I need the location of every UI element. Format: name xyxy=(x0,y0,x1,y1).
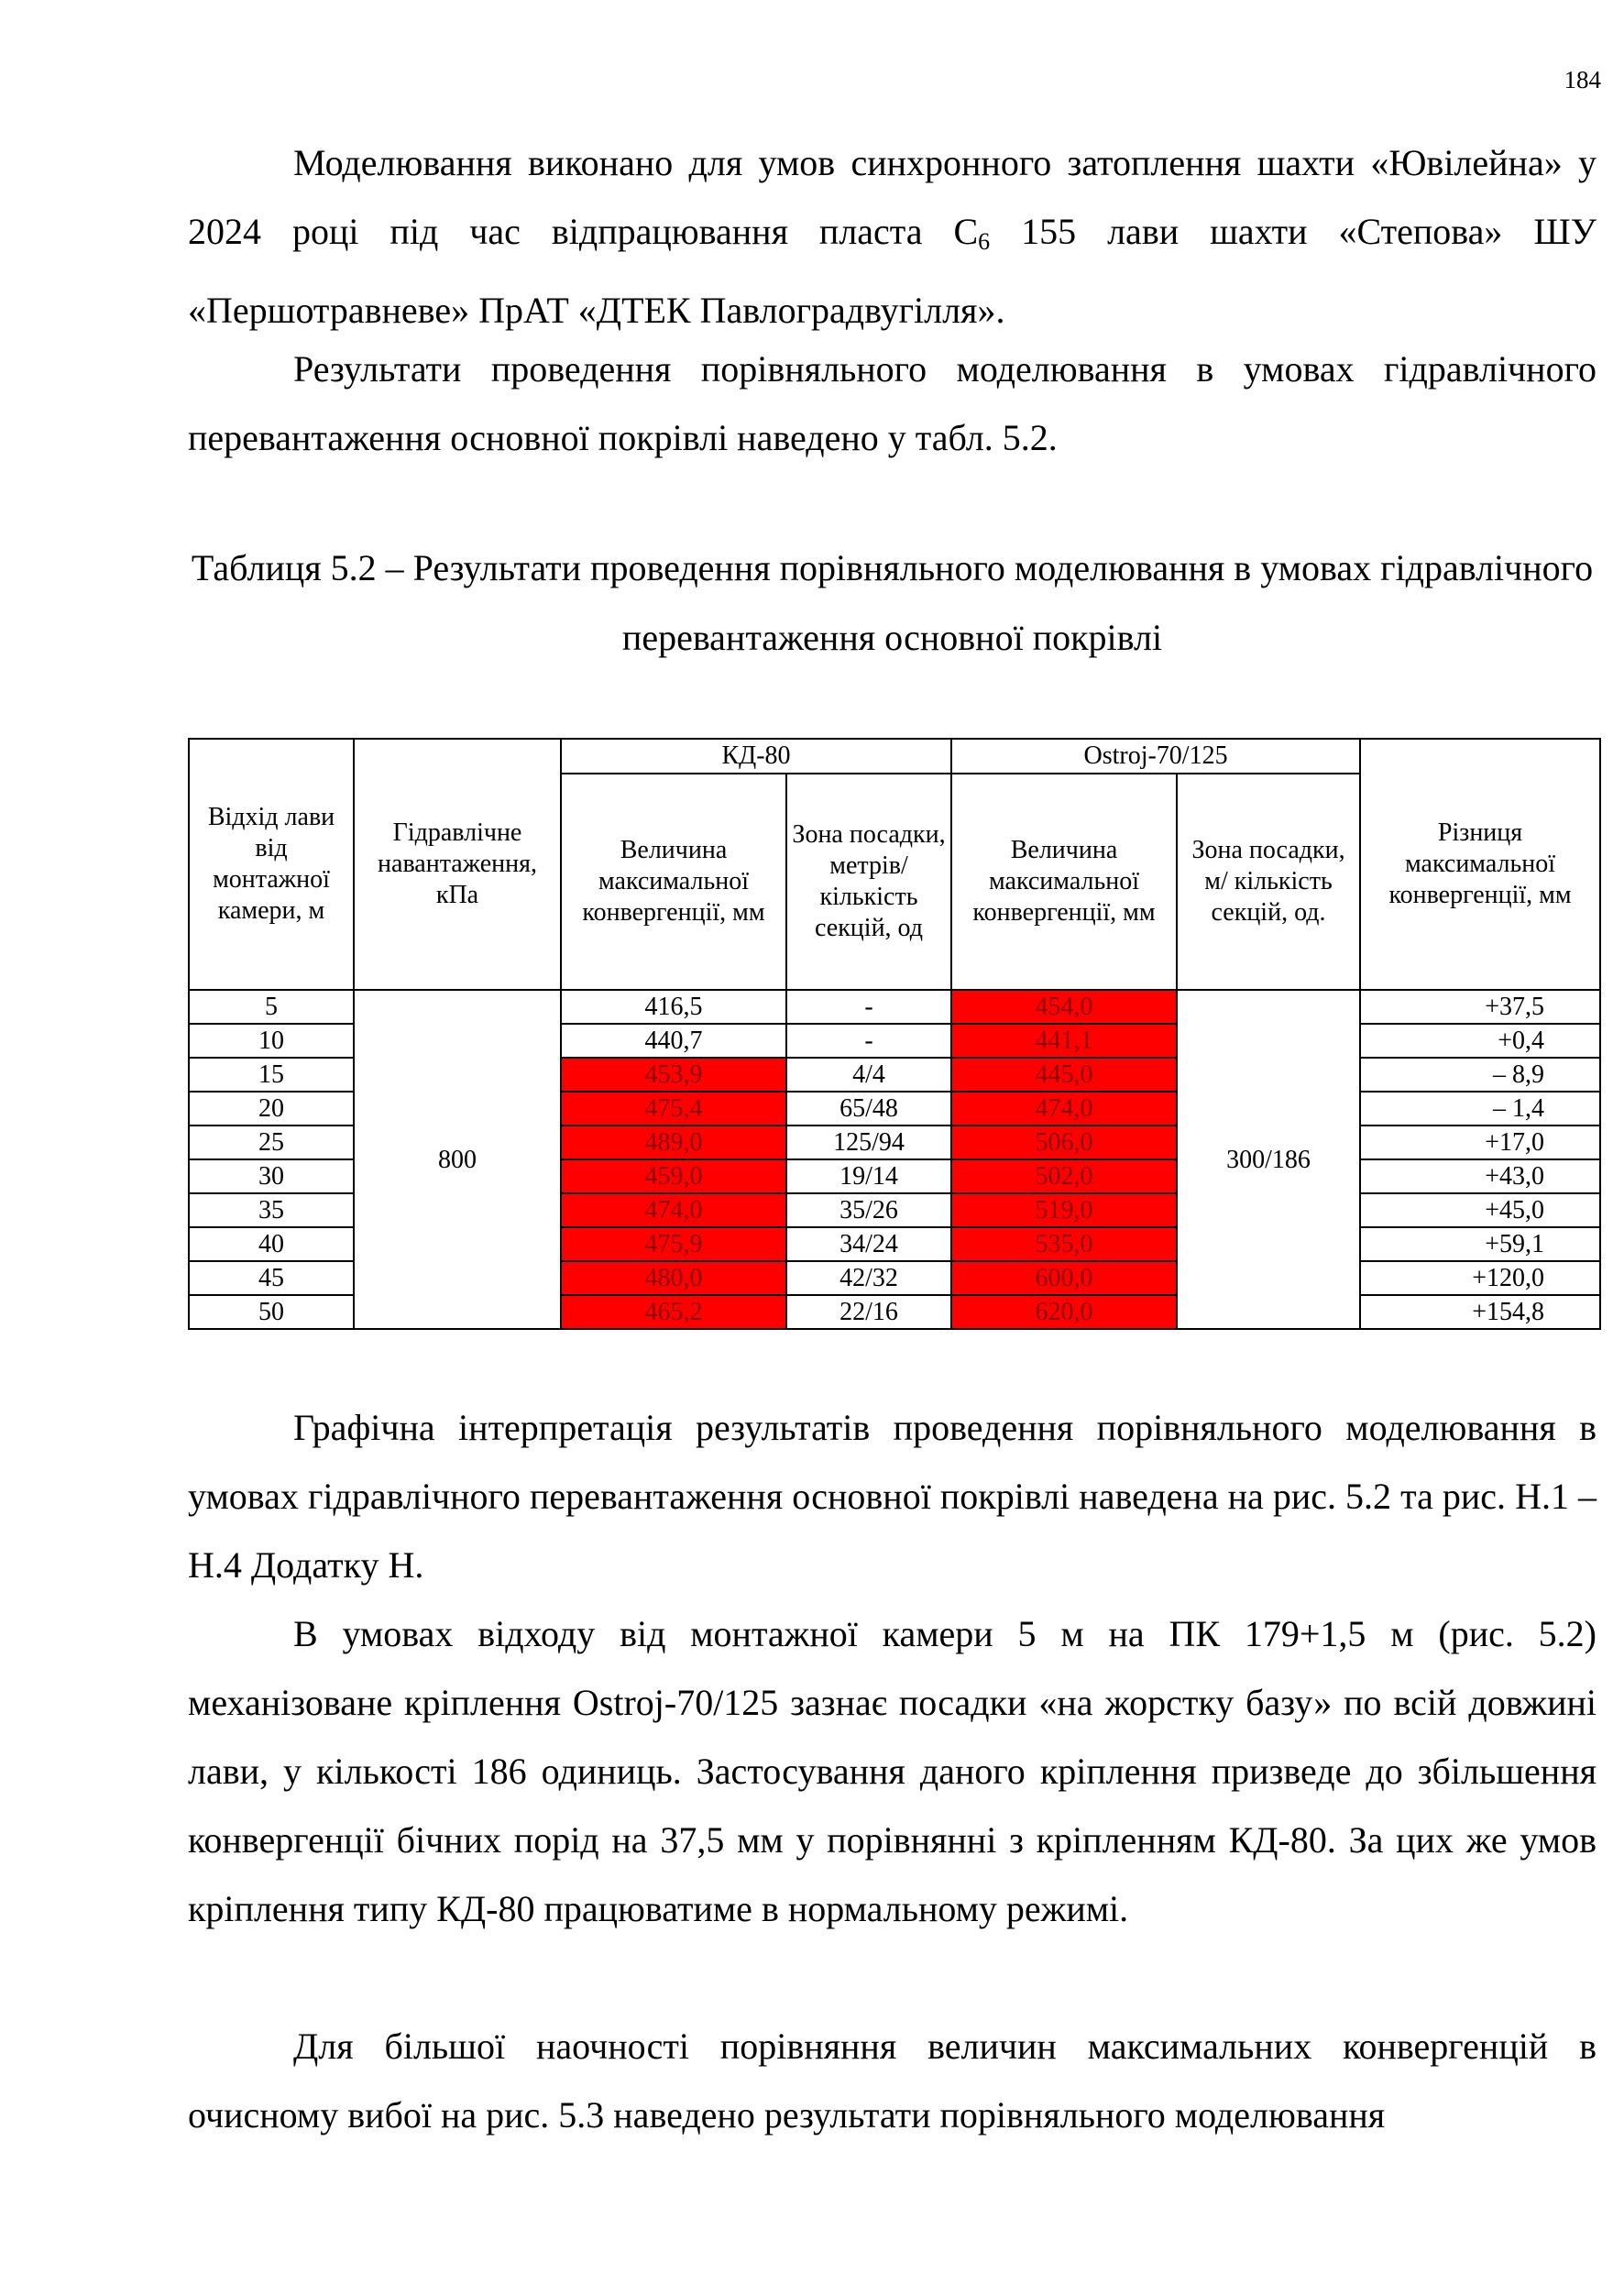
cell-distance: 10 xyxy=(189,1024,354,1058)
header-difference: Різниця максимальної конвергенції, мм xyxy=(1360,739,1600,990)
header-load: Гідравлічне навантаження, кПа xyxy=(354,739,561,990)
paragraph-3: Графічна інтерпретація результатів проведення порівняльного моделювання в умовах гідравлічного перевантаження основної покрівлі наведена на рис. 5.2 та рис. Н.1 – Н.4 Додатку Н. xyxy=(188,1407,1597,1586)
header-ostroj-zone: Зона посадки, м/ кількість секцій, од. xyxy=(1177,774,1360,990)
cell-ostroj-convergence: 454,0 xyxy=(951,990,1177,1024)
header-ostroj-convergence: Величина максимальної конвергенції, мм xyxy=(951,774,1177,990)
cell-kd-zone: 22/16 xyxy=(786,1295,951,1329)
cell-distance: 40 xyxy=(189,1227,354,1261)
cell-ostroj-convergence: 535,0 xyxy=(951,1227,1177,1261)
cell-kd-convergence: 475,4 xyxy=(561,1092,786,1126)
results-table xyxy=(188,738,1601,1330)
cell-difference: +0,4 xyxy=(1360,1024,1600,1058)
cell-distance: 30 xyxy=(189,1159,354,1193)
cell-ostroj-convergence: 620,0 xyxy=(951,1295,1177,1329)
header-group-ostroj: Ostroj-70/125 xyxy=(951,739,1360,774)
seam-subscript: 6 xyxy=(978,228,991,255)
table-row xyxy=(189,990,1600,1024)
cell-kd-zone: - xyxy=(786,990,951,1024)
cell-distance: 25 xyxy=(189,1126,354,1159)
cell-kd-zone: 42/32 xyxy=(786,1261,951,1295)
cell-distance: 35 xyxy=(189,1193,354,1227)
header-kd-convergence: Величина максимальної конвергенції, мм xyxy=(561,774,786,990)
paragraph-1 xyxy=(188,128,1597,345)
cell-difference: +37,5 xyxy=(1360,990,1600,1024)
cell-difference: – 1,4 xyxy=(1360,1092,1600,1126)
cell-difference: +154,8 xyxy=(1360,1295,1600,1329)
page-number: 184 xyxy=(1564,66,1601,93)
cell-kd-zone: 35/26 xyxy=(786,1193,951,1227)
cell-ostroj-convergence: 445,0 xyxy=(951,1058,1177,1092)
paragraph-1-text: Моделювання виконано для умов синхронного затоплення шахти «Ювілейна» у 2024 році під час відпрацювання пласта С xyxy=(188,142,1597,252)
cell-ostroj-convergence: 502,0 xyxy=(951,1159,1177,1193)
cell-difference: +59,1 xyxy=(1360,1227,1600,1261)
cell-kd-convergence: 459,0 xyxy=(561,1159,786,1193)
cell-difference: +43,0 xyxy=(1360,1159,1600,1193)
cell-load: 800 xyxy=(354,990,561,1329)
cell-ostroj-convergence: 519,0 xyxy=(951,1193,1177,1227)
cell-kd-convergence: 453,9 xyxy=(561,1058,786,1092)
cell-difference: +17,0 xyxy=(1360,1126,1600,1159)
cell-kd-convergence: 489,0 xyxy=(561,1126,786,1159)
cell-difference: – 8,9 xyxy=(1360,1058,1600,1092)
header-group-kd: КД-80 xyxy=(561,739,951,774)
paragraph-2: Результати проведення порівняльного моделювання в умовах гідравлічного перевантаження основної покрівлі наведено у табл. 5.2. xyxy=(188,348,1597,458)
cell-difference: +45,0 xyxy=(1360,1193,1600,1227)
cell-kd-convergence: 465,2 xyxy=(561,1295,786,1329)
cell-kd-zone: - xyxy=(786,1024,951,1058)
cell-kd-zone: 34/24 xyxy=(786,1227,951,1261)
cell-ostroj-convergence: 506,0 xyxy=(951,1126,1177,1159)
header-distance: Відхід лави від монтажної камери, м xyxy=(189,739,354,990)
paragraph-5: Для більшої наочності порівняння величин максимальних конвергенцій в очисному вибої на рис. 5.3 наведено результати порівняльного моделювання xyxy=(188,2026,1597,2136)
paragraph-1-text-cont: 155 лави шахти «Степова» ШУ «Першотравневе» ПрАТ «ДТЕК Павлоградвугілля». xyxy=(188,211,1597,331)
cell-ostroj-convergence: 600,0 xyxy=(951,1261,1177,1295)
header-kd-zone: Зона посадки, метрів/ кількість секцій, од xyxy=(786,774,951,990)
cell-kd-zone: 65/48 xyxy=(786,1092,951,1126)
cell-kd-zone: 19/14 xyxy=(786,1159,951,1193)
table-caption: Таблиця 5.2 – Результати проведення порівняльного моделювання в умовах гідравлічного перевантаження основної покрівлі xyxy=(191,547,1594,658)
cell-kd-zone: 125/94 xyxy=(786,1126,951,1159)
cell-distance: 20 xyxy=(189,1092,354,1126)
cell-ostroj-convergence: 474,0 xyxy=(951,1092,1177,1126)
cell-kd-convergence: 475,9 xyxy=(561,1227,786,1261)
cell-kd-zone: 4/4 xyxy=(786,1058,951,1092)
cell-distance: 5 xyxy=(189,990,354,1024)
cell-kd-convergence: 440,7 xyxy=(561,1024,786,1058)
cell-distance: 50 xyxy=(189,1295,354,1329)
cell-kd-convergence: 474,0 xyxy=(561,1193,786,1227)
cell-distance: 15 xyxy=(189,1058,354,1092)
cell-difference: +120,0 xyxy=(1360,1261,1600,1295)
cell-kd-convergence: 416,5 xyxy=(561,990,786,1024)
paragraph-4: В умовах відходу від монтажної камери 5 м на ПК 179+1,5 м (рис. 5.2) механізоване кріплення Ostroj-70/125 зазнає посадки «на жорстку базу» по всій довжині лави, у кількості 186 одиниць. Застосування даного кріплення призведе до збільшення конвергенції бічних порід на 37,5 мм у порівнянні з кріпленням КД-80. За цих же умов кріплення типу КД-80 працюватиме в нормальному режимі. xyxy=(188,1613,1597,1929)
cell-ostroj-zone: 300/186 xyxy=(1177,990,1360,1329)
cell-kd-convergence: 480,0 xyxy=(561,1261,786,1295)
cell-ostroj-convergence: 441,1 xyxy=(951,1024,1177,1058)
cell-distance: 45 xyxy=(189,1261,354,1295)
